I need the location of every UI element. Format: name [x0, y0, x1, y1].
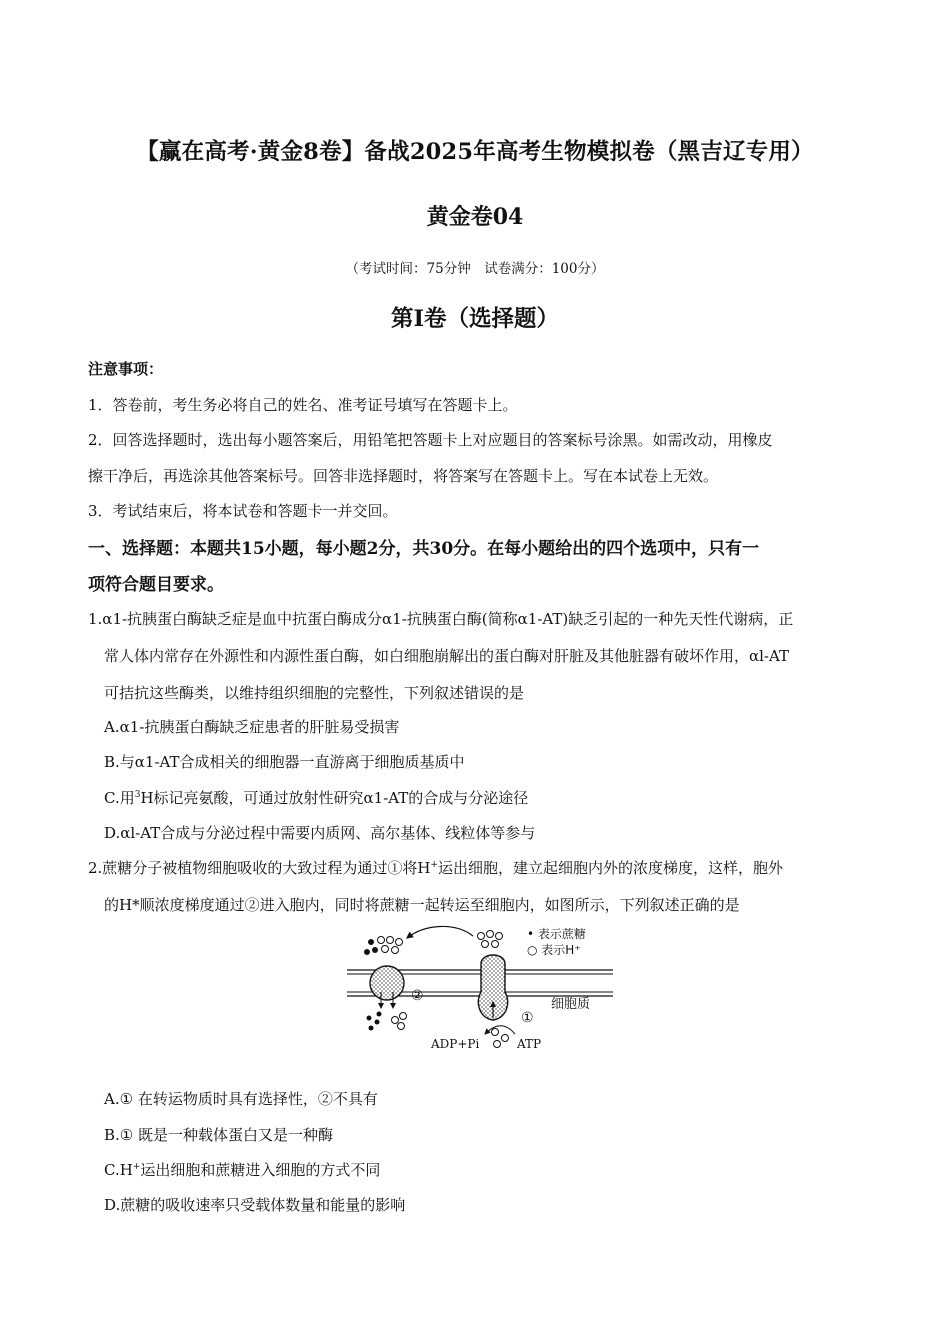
q1-option-c: C.用$^3$H标记亮氨酸，可通过放射性研究α1-AT的合成与分泌途径 — [104, 789, 529, 807]
q1-option-d: D.αl-AT合成与分泌过程中需要内质网、高尔基体、线粒体等参与 — [104, 824, 536, 842]
cytoplasm-label: 细胞质 — [551, 997, 591, 1012]
notice-heading: 注意事项： — [88, 360, 164, 378]
h-ion-return-arrow — [407, 926, 473, 938]
page-title: 【赢在高考·黄金8卷】备战2025年高考生物模拟卷（黑吉辽专用） — [136, 139, 814, 165]
extracellular-particles-left — [364, 937, 403, 956]
q2-option-a: A.① 在转运物质时具有选择性，②不具有 — [104, 1090, 378, 1108]
notice-item-2: 2．回答选择题时，选出每小题答案后，用铅笔把答题卡上对应题目的答案标号涂黑。如需改动，用橡皮 — [88, 431, 773, 449]
legend-sucrose: • 表示蔗糖 — [527, 927, 586, 941]
cotransporter-2 — [370, 966, 404, 1000]
section-heading: 第I卷（选择题） — [390, 306, 560, 332]
notice-item-2-cont: 擦干净后，再选涂其他答案标号。回答非选择题时，将答案写在答题卡上。写在本试卷上无效。 — [88, 467, 719, 485]
atp-label: ATP — [517, 1037, 542, 1051]
intracellular-particles-left — [367, 1012, 407, 1031]
paper-subtitle: 黄金卷04 — [426, 204, 524, 230]
part-heading: 一、选择题：本题共15小题，每小题2分，共30分。在每小题给出的四个选项中，只有一 — [88, 539, 760, 559]
q1-option-b: B.与α1-AT合成相关的细胞器一直游离于细胞质基质中 — [104, 753, 465, 771]
part-heading-cont: 项符合题目要求。 — [88, 575, 224, 595]
adp-label: ADP+Pi — [431, 1037, 480, 1051]
pump-1-label: ① — [521, 1010, 534, 1026]
legend-h-ion: ○ 表示H⁺ — [527, 943, 581, 957]
q2-stem-line-2: 的H*顺浓度梯度通过②进入胞内，同时将蔗糖一起转运至细胞内，如图所示，下列叙述正确的是 — [104, 896, 740, 914]
q2-option-d: D.蔗糖的吸收速率只受载体数量和能量的影响 — [104, 1196, 406, 1214]
q2-stem-line-1: 2.蔗糖分子被植物细胞吸收的大致过程为通过①将H+运出细胞，建立起细胞内外的浓度梯度，这样，胞外 — [88, 859, 783, 877]
exam-meta: （考试时间：75分钟 试卷满分：100分） — [345, 261, 605, 277]
q1-option-a: A.α1-抗胰蛋白酶缺乏症患者的肝脏易受损害 — [104, 718, 400, 736]
membrane-transport-figure — [345, 922, 615, 1058]
extracellular-particles-right — [478, 931, 503, 948]
notice-item-1: 1．答卷前，考生务必将自己的姓名、准考证号填写在答题卡上。 — [88, 396, 518, 414]
q2-option-b: B.① 既是一种载体蛋白又是一种酶 — [104, 1126, 334, 1144]
q1-stem-line-2: 常人体内常存在外源性和内源性蛋白酶，如白细胞崩解出的蛋白酶对肝脏及其他脏器有破坏作用，αl-AT — [104, 647, 790, 665]
q1-stem-line-3: 可拮抗这些酶类，以维持组织细胞的完整性，下列叙述错误的是 — [104, 684, 525, 702]
notice-item-3: 3．考试结束后，将本试卷和答题卡一并交回。 — [88, 502, 398, 520]
q2-option-c: C.H+运出细胞和蔗糖进入细胞的方式不同 — [104, 1161, 381, 1179]
intracellular-h-ions — [492, 1029, 509, 1048]
transporter-2-label: ② — [411, 988, 424, 1004]
q1-stem-line-1: 1.α1-抗胰蛋白酶缺乏症是血中抗蛋白酶成分α1-抗胰蛋白酶(简称α1-AT)缺乏引起的一种先天性代谢病，正 — [88, 610, 794, 628]
